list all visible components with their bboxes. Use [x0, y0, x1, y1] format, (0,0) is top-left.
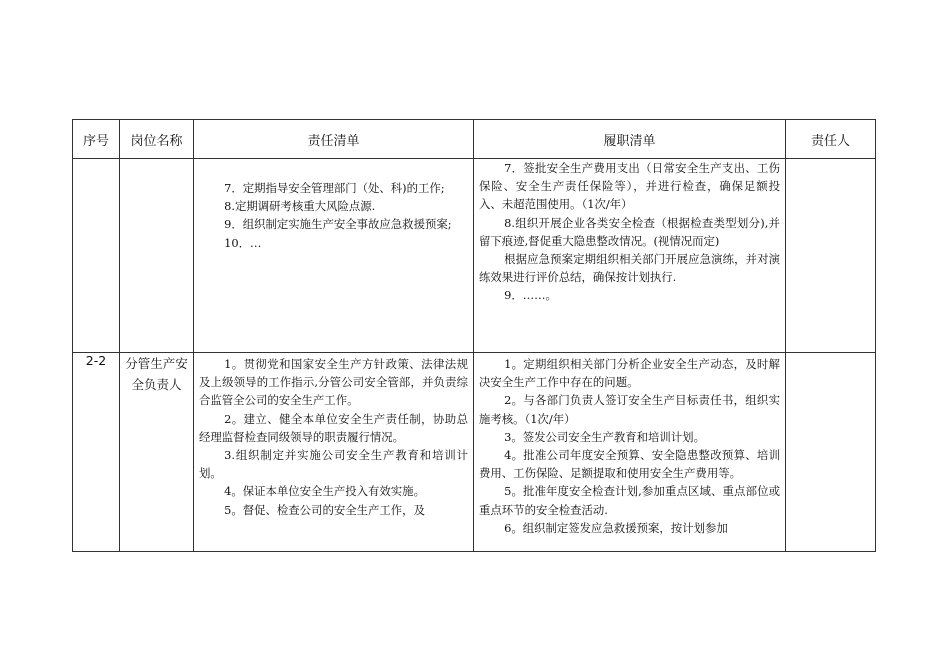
- performance-item: 8.组织开展企业各类安全检查（根据检查类型划分),并留下痕迹,督促重大隐患整改情况。(视情况而定): [479, 215, 780, 248]
- duty-item: 5。督促、检查公司的安全生产工作，及: [224, 502, 425, 517]
- performance-item: 7．签批安全生产费用支出（日常安全生产支出、工伤保险、安全生产责任保险等），并进行检查，确保足额投入、未超范围使用。（1次/年）: [479, 161, 780, 212]
- post-name: [120, 159, 194, 353]
- performance-item: 1。定期组织相关部门分析企业安全生产动态，及时解决安全生产工作中存在的问题。: [479, 357, 780, 390]
- row-number: [73, 159, 120, 353]
- responsible-person: [786, 159, 876, 353]
- header-performance-list: 履职清单: [474, 120, 786, 159]
- performance-item: 4。批准公司年度安全预算、安全隐患整改预算、培训费用、工伤保险、足额提取和使用安全生产费用等。: [479, 448, 780, 481]
- table-header-row: [73, 120, 876, 159]
- performance-item: 2。与各部门负责人签订安全生产目标责任书，组织实施考核。（1次/年）: [479, 393, 780, 426]
- duty-item: 3.组织制定并实施公司安全生产教育和培训计划。: [199, 448, 468, 481]
- duty-item: 2。建立、健全本单位安全生产责任制，协助总经理监督检查同级领导的职责履行情况。: [199, 411, 468, 444]
- performance-item: 9．……。: [504, 288, 557, 303]
- performance-item: 6。组织制定签发应急救援预案，按计划参加: [504, 520, 728, 535]
- row-number: 2-2: [73, 353, 120, 552]
- header-post-name: 岗位名称: [120, 120, 194, 159]
- responsible-person: [786, 353, 876, 552]
- duty-item: 10．…: [224, 235, 262, 250]
- duty-item: 8.定期调研考核重大风险点源.: [224, 199, 376, 214]
- duty-cell: [194, 159, 474, 353]
- performance-cell: [474, 159, 786, 353]
- performance-cell: [474, 353, 786, 552]
- post-name: 分管生产安全负责人: [120, 353, 194, 552]
- duty-item: 9．组织制定实施生产安全事故应急救援预案;: [224, 217, 452, 232]
- performance-item: 5。批准年度安全检查计划,参加重点区域、重点部位或重点环节的安全检查活动.: [479, 484, 780, 517]
- performance-item: 3。签发公司安全生产教育和培训计划。: [504, 429, 705, 444]
- duty-cell: [194, 353, 474, 552]
- duty-item: 7．定期指导安全管理部门（处、科)的工作;: [224, 181, 445, 195]
- duty-item: 1。贯彻党和国家安全生产方针政策、法律法规及上级领导的工作指示,分管公司安全管部，并负责综合监管全公司的安全生产工作。: [199, 357, 468, 408]
- duty-item: 4。保证本单位安全生产投入有效实施。: [224, 484, 425, 499]
- performance-item: 根据应急预案定期组织相关部门开展应急演练，并对演练效果进行评价总结，确保按计划执行.: [479, 252, 780, 285]
- responsibility-table: [72, 119, 876, 552]
- table-row: [73, 159, 876, 353]
- table-row: [73, 353, 876, 552]
- header-number: 序号: [73, 120, 120, 159]
- header-duty-list: 责任清单: [194, 120, 474, 159]
- header-responsible-person: 责任人: [786, 120, 876, 159]
